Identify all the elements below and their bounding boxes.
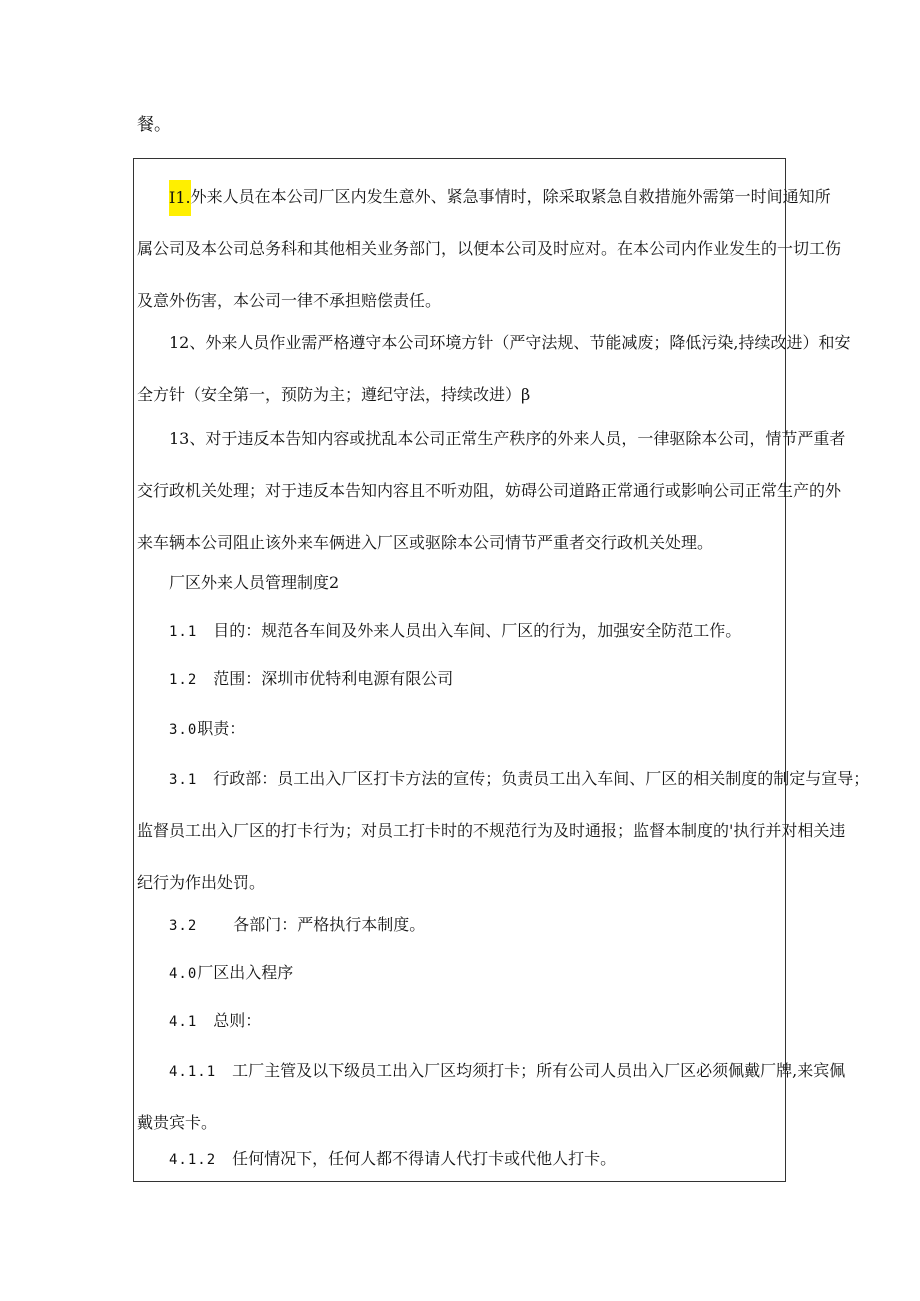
item-12-line-1: 12、外来人员作业需严格遵守本公司环境方针（严守法规、节能减废；降低污染,持续改进）和安 bbox=[169, 333, 851, 352]
section-3-0 bbox=[134, 703, 787, 755]
section-3-1-line-3: 纪行为作出处罚。 bbox=[137, 873, 266, 892]
section-1-1-line bbox=[134, 605, 787, 657]
item-12-line-2: 全方针（安全第一，预防为主；遵纪守法，持续改进）β bbox=[137, 385, 531, 404]
section-1-1-number: 1.1 bbox=[169, 624, 198, 640]
section-3-2 bbox=[134, 899, 787, 951]
section-4-1-2-text: 任何情况下，任何人都不得请人代打卡或代他人打卡。 bbox=[232, 1149, 617, 1168]
section-4-1-text: 总则： bbox=[213, 1011, 262, 1030]
section-4-1-2-number: 4.1.2 bbox=[169, 1152, 217, 1168]
item-11-line-1: I1.外来人员在本公司厂区内发生意外、紧急事情时，除采取紧急自救措施外需第一时间通知所 bbox=[134, 171, 787, 223]
section-4-1-1-line-1: 4.1.1 工厂主管及以下级员工出入厂区均须打卡；所有公司人员出入厂区必须佩戴厂牌,来宾佩 bbox=[169, 1061, 846, 1080]
section-4-0-line bbox=[134, 947, 787, 999]
section-3-1-line-2: 监督员工出入厂区的打卡行为；对员工打卡时的不规范行为及时通报；监督本制度的'执行并对相关违 bbox=[137, 821, 846, 840]
section-4-1-line bbox=[134, 995, 787, 1047]
section-4-0 bbox=[134, 947, 787, 999]
section-3-0-line bbox=[134, 703, 787, 755]
item-13-line-1: 13、对于违反本告知内容或扰乱本公司正常生产秩序的外来人员，一律驱除本公司，情节严重者 bbox=[169, 429, 846, 448]
item-11-line-3: 及意外伤害，本公司一律不承担赔偿责任。 bbox=[137, 291, 442, 310]
continued-text-fragment: 餐。 bbox=[137, 115, 171, 135]
section-1-2 bbox=[134, 653, 787, 705]
item-13-line-3: 来车辆本公司阻止该外来车俩进入厂区或驱除本公司情节严重者交行政机关处理。 bbox=[137, 533, 714, 552]
item-11-line-2: 属公司及本公司总务科和其他相关业务部门，以便本公司及时应对。在本公司内作业发生的一切工伤 bbox=[137, 239, 842, 258]
section-4-1-2-line bbox=[134, 1139, 787, 1179]
section-4-0-text: 厂区出入程序 bbox=[197, 963, 294, 982]
section-3-2-number: 3.2 bbox=[169, 918, 198, 934]
item-11-number: I1. bbox=[169, 180, 191, 216]
section-3-1-line-1: 3.1 行政部：员工出入厂区打卡方法的宣传；负责员工出入车间、厂区的相关制度的制定与宣导； bbox=[169, 769, 870, 788]
item-13 bbox=[134, 413, 846, 569]
section-4-0-number: 4.0 bbox=[169, 966, 198, 982]
section-1-2-text: 范围：深圳市优特利电源有限公司 bbox=[213, 669, 454, 688]
section-3-2-line bbox=[134, 899, 787, 951]
section-1-1 bbox=[134, 605, 787, 657]
section-4-1-1 bbox=[134, 1045, 846, 1149]
section-1-2-number: 1.2 bbox=[169, 672, 198, 688]
section-title-text: 厂区外来人员管理制度2 bbox=[169, 573, 340, 592]
section-3-1-number: 3.1 bbox=[169, 772, 198, 788]
section-4-1-2 bbox=[134, 1139, 787, 1179]
section-title bbox=[134, 557, 787, 609]
document-frame bbox=[133, 158, 870, 1182]
section-4-1-1-number: 4.1.1 bbox=[169, 1064, 217, 1080]
section-3-0-text: 职责： bbox=[197, 719, 246, 738]
section-1-2-line bbox=[134, 653, 787, 705]
section-4-1-number: 4.1 bbox=[169, 1014, 198, 1030]
section-3-2-text: 各部门：严格执行本制度。 bbox=[233, 915, 426, 934]
section-4-1 bbox=[134, 995, 787, 1047]
section-3-0-number: 3.0 bbox=[169, 722, 198, 738]
section-1-1-text: 目的：规范各车间及外来人员出入车间、厂区的行为，加强安全防范工作。 bbox=[213, 621, 742, 640]
item-13-line-2: 交行政机关处理；对于违反本告知内容且不听劝阻，妨碍公司道路正常通行或影响公司正常生产的外 bbox=[137, 481, 842, 500]
item-12 bbox=[134, 317, 851, 421]
section-4-1-1-line-2: 戴贵宾卡。 bbox=[137, 1113, 218, 1132]
item-11 bbox=[134, 171, 842, 327]
section-3-1 bbox=[134, 753, 870, 909]
